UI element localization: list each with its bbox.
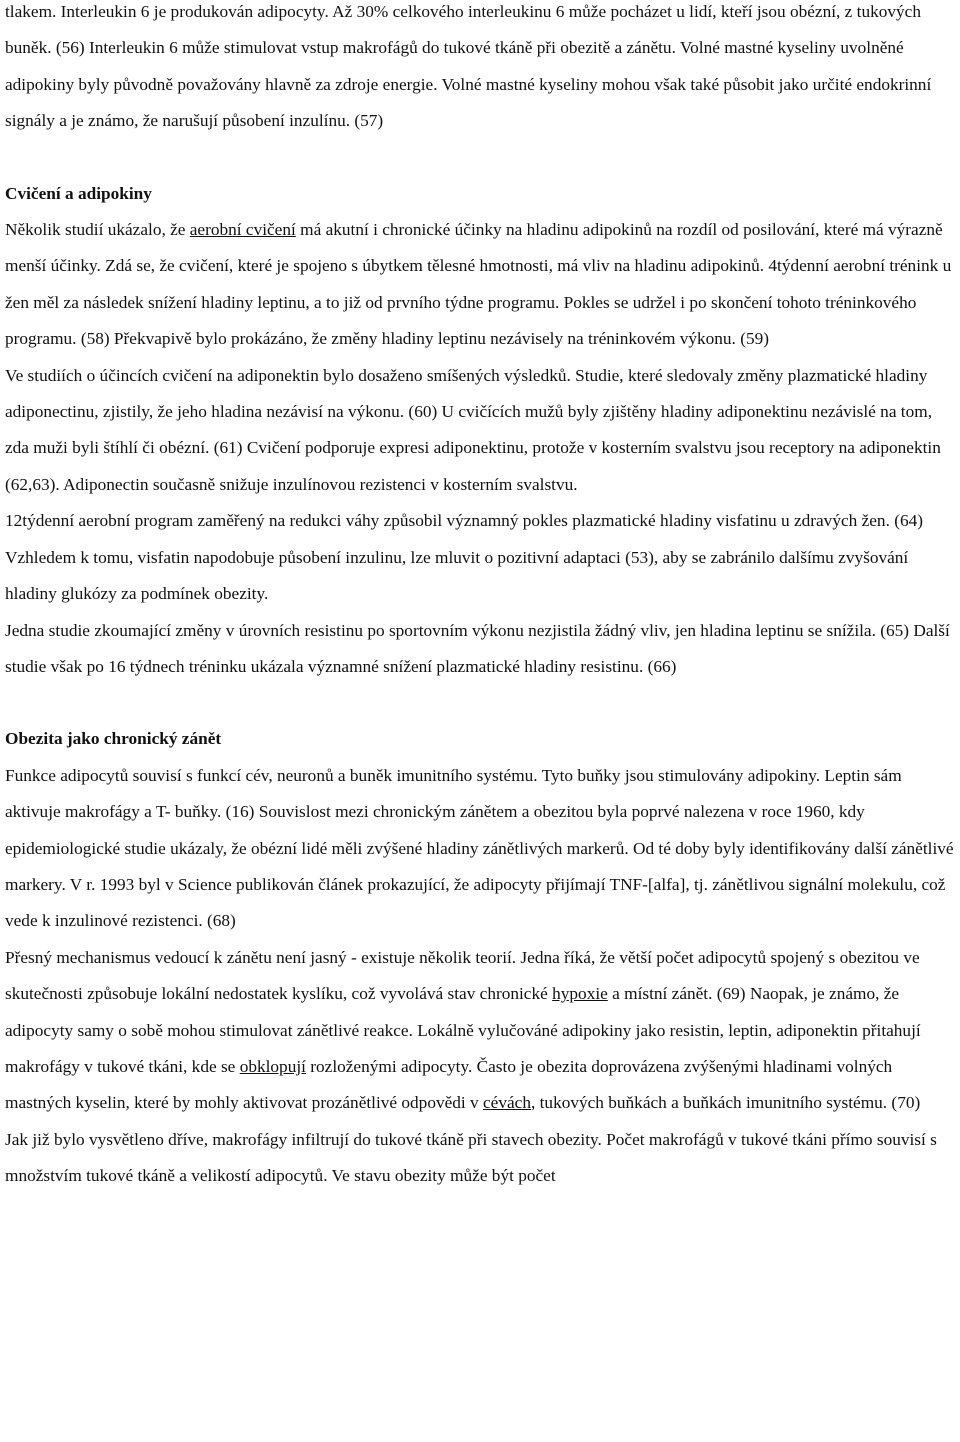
paragraph-text: Přesný mechanismus vedoucí k zánětu není jasný - existuje několik teorií. Jedna říká, že větší počet adipocytů spojený s obezitou ve skutečnosti způsobuje lokální nedostatek kyslíku, což vyvolává stav chronické: [5, 947, 920, 1004]
paragraph-cviceni-4: [5, 613, 957, 686]
paragraph-text: , tukových buňkách a buňkách imunitního systému. (70): [530, 1093, 921, 1113]
paragraph-cviceni-1: [5, 212, 957, 358]
document-body: [5, 0, 957, 1195]
paragraph-text: rozloženými adipocyty. Často je obezita doprovázena zvýšenými hladinami volných mastných kyselin, které by mohly aktivovat prozánětlivé odpovědi v: [5, 1056, 893, 1113]
paragraph-text: Funkce adipocytů souvisí s funkcí cév, neuronů a buněk imunitního systému. Tyto buňky jsou stimulovány adipokiny. Leptin sám aktivuje makrofágy a T- buňky. (16) Souvislost mezi chronickým zánětem a obezitou byla poprvé nalezena v roce 1960, kdy epidemiologické studie ukázaly, že obézní lidé měli zvýšené hladiny zánětlivých markerů. Od té doby byly identifikovány další zánětlivé markery. V r. 1993 byl v Science publikován článek prokazující, že adipocyty přijímají TNF-[alfa], tj. zánětlivou signální molekulu, což vede k inzulinové rezistenci. (68): [5, 765, 954, 931]
link-cevach[interactable]: cévách: [483, 1093, 531, 1113]
paragraph-obezita-1: [5, 758, 957, 940]
paragraph-text: Několik studií ukázalo, že: [5, 220, 190, 240]
link-hypoxie[interactable]: hypoxie: [552, 984, 608, 1004]
paragraph-obezita-3: [5, 1122, 957, 1195]
heading-cviceni-a-adipokiny: Cvičení a adipokiny: [5, 183, 152, 203]
paragraph-cviceni-2: [5, 358, 957, 504]
paragraph-text: tlakem. Interleukin 6 je produkován adipocyty. Až 30% celkového interleukinu 6 může pocházet u lidí, kteří jsou obézní, z tukových buněk. (56) Interleukin 6 může stimulovat vstup makrofágů do tukové tkáně při obezitě a zánětu. Volné mastné kyseliny uvolněné adipokiny byly původně považovány hlavně za zdroje energie. Volné mastné kyseliny mohou však také působit jako určité endokrinní signály a je známo, že narušují působení inzulínu. (57): [5, 2, 932, 131]
link-obklopuji[interactable]: obklopují: [239, 1056, 306, 1076]
heading-obezita-jako-chronicky-zanet: Obezita jako chronický zánět: [5, 729, 222, 749]
paragraph-text: Jak již bylo vysvětleno dříve, makrofágy infiltrují do tukové tkáně při stavech obezity. Počet makrofágů v tukové tkáni přímo souvisí s množstvím tukové tkáně a velikostí adipocytů. Ve stavu obezity může být počet: [5, 1129, 937, 1186]
paragraph-intro: [5, 0, 957, 140]
paragraph-obezita-2: [5, 940, 957, 1122]
link-aerobni-cviceni[interactable]: aerobní cvičení: [189, 220, 296, 240]
paragraph-cviceni-3: [5, 503, 957, 612]
paragraph-text: 12týdenní aerobní program zaměřený na redukci váhy způsobil významný pokles plazmatické hladiny visfatinu u zdravých žen. (64) Vzhledem k tomu, visfatin napodobuje působení inzulinu, lze mluvit o pozitivní adaptaci (53), aby se zabránilo dalšímu zvyšování hladiny glukózy za podmínek obezity.: [5, 511, 923, 604]
paragraph-text: a místní zánět. (69) Naopak, je známo, že adipocyty samy o sobě mohou stimulovat zánětlivé reakce. Lokálně vylučováné adipokiny jako resistin, leptin, adiponektin přitahují makrofágy v tukové tkáni, kde se: [5, 984, 921, 1076]
paragraph-text: Jedna studie zkoumající změny v úrovních resistinu po sportovním výkonu nezjistila žádný vliv, jen hladina leptinu se snížila. (65) Další studie však po 16 týdnech tréninku ukázala významné snížení plazmatické hladiny resistinu. (66): [5, 620, 950, 676]
paragraph-text: má akutní i chronické účinky na hladinu adipokinů na rozdíl od posilování, které má výrazně menší účinky. Zdá se, že cvičení, které je spojeno s úbytkem tělesné hmotnosti, má vliv na hladinu adipokinů. 4týdenní aerobní trénink u žen měl za následek snížení hladiny leptinu, a to již od prvního týdne programu. Pokles se udržel i po skončení tohoto tréninkového programu. (58) Překvapivě bylo prokázáno, že změny hladiny leptinu nezávisely na tréninkovém výkonu. (59): [5, 220, 952, 349]
paragraph-text: Ve studiích o účincích cvičení na adiponektin bylo dosaženo smíšených výsledků. Studie, které sledovaly změny plazmatické hladiny adiponectinu, zjistily, že jeho hladina nezávisí na výkonu. (60) U cvičících mužů byly zjištěny hladiny adiponektinu nezávislé na tom, zda muži byli štíhlí či obézní. (61) Cvičení podporuje expresi adiponektinu, protože v kosterním svalstvu jsou receptory na adiponektin (62,63). Adiponectin současně snižuje inzulínovou rezistenci v kosterním svalstvu.: [5, 365, 941, 494]
